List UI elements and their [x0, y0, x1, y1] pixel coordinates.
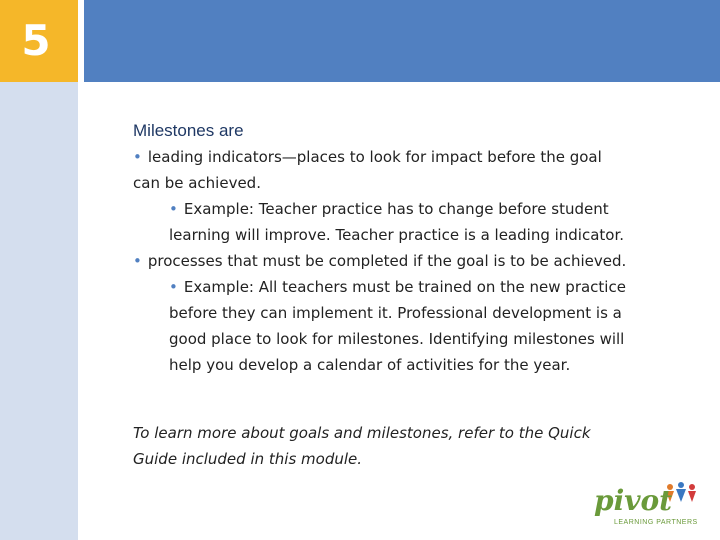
- header-bar: [84, 0, 720, 82]
- sub-bullet-item-1: [169, 196, 633, 248]
- quick-guide-note: To learn more about goals and milestones, refer to the Quick Guide included in this module.: [133, 424, 591, 468]
- sub-bullet-text-1: Example: Teacher practice has to change before student learning will improve. Teacher practice is a leading indicator.: [169, 200, 625, 244]
- bullet-text-1: leading indicators—places to look for impact before the goal can be achieved.: [133, 148, 602, 192]
- left-side-strip: [0, 82, 78, 540]
- sub-bullet-item-2: [169, 274, 633, 378]
- bullet-icon: •: [169, 278, 178, 296]
- slide-heading: Milestones are: [133, 121, 244, 140]
- sub-bullet-text-2: Example: All teachers must be trained on the new practice before they can implement it. Professional development is a good place to look for milestones. Identifying milestones will help you develop a calendar of activities for the year.: [169, 278, 626, 374]
- pivot-logo: [592, 480, 702, 528]
- bullet-item-1: [133, 144, 633, 196]
- slide-number-box: [0, 0, 78, 82]
- bullet-icon: •: [133, 148, 142, 166]
- bullet-text-2: processes that must be completed if the goal is to be achieved.: [147, 252, 627, 270]
- slide-content: [133, 118, 633, 378]
- logo-tagline: LEARNING PARTNERS: [614, 519, 698, 526]
- bullet-icon: •: [169, 200, 178, 218]
- bullet-icon: •: [133, 252, 142, 270]
- slide-number: 5: [21, 16, 51, 65]
- logo-wordmark: pivot: [594, 484, 673, 517]
- bullet-item-2: [133, 248, 633, 274]
